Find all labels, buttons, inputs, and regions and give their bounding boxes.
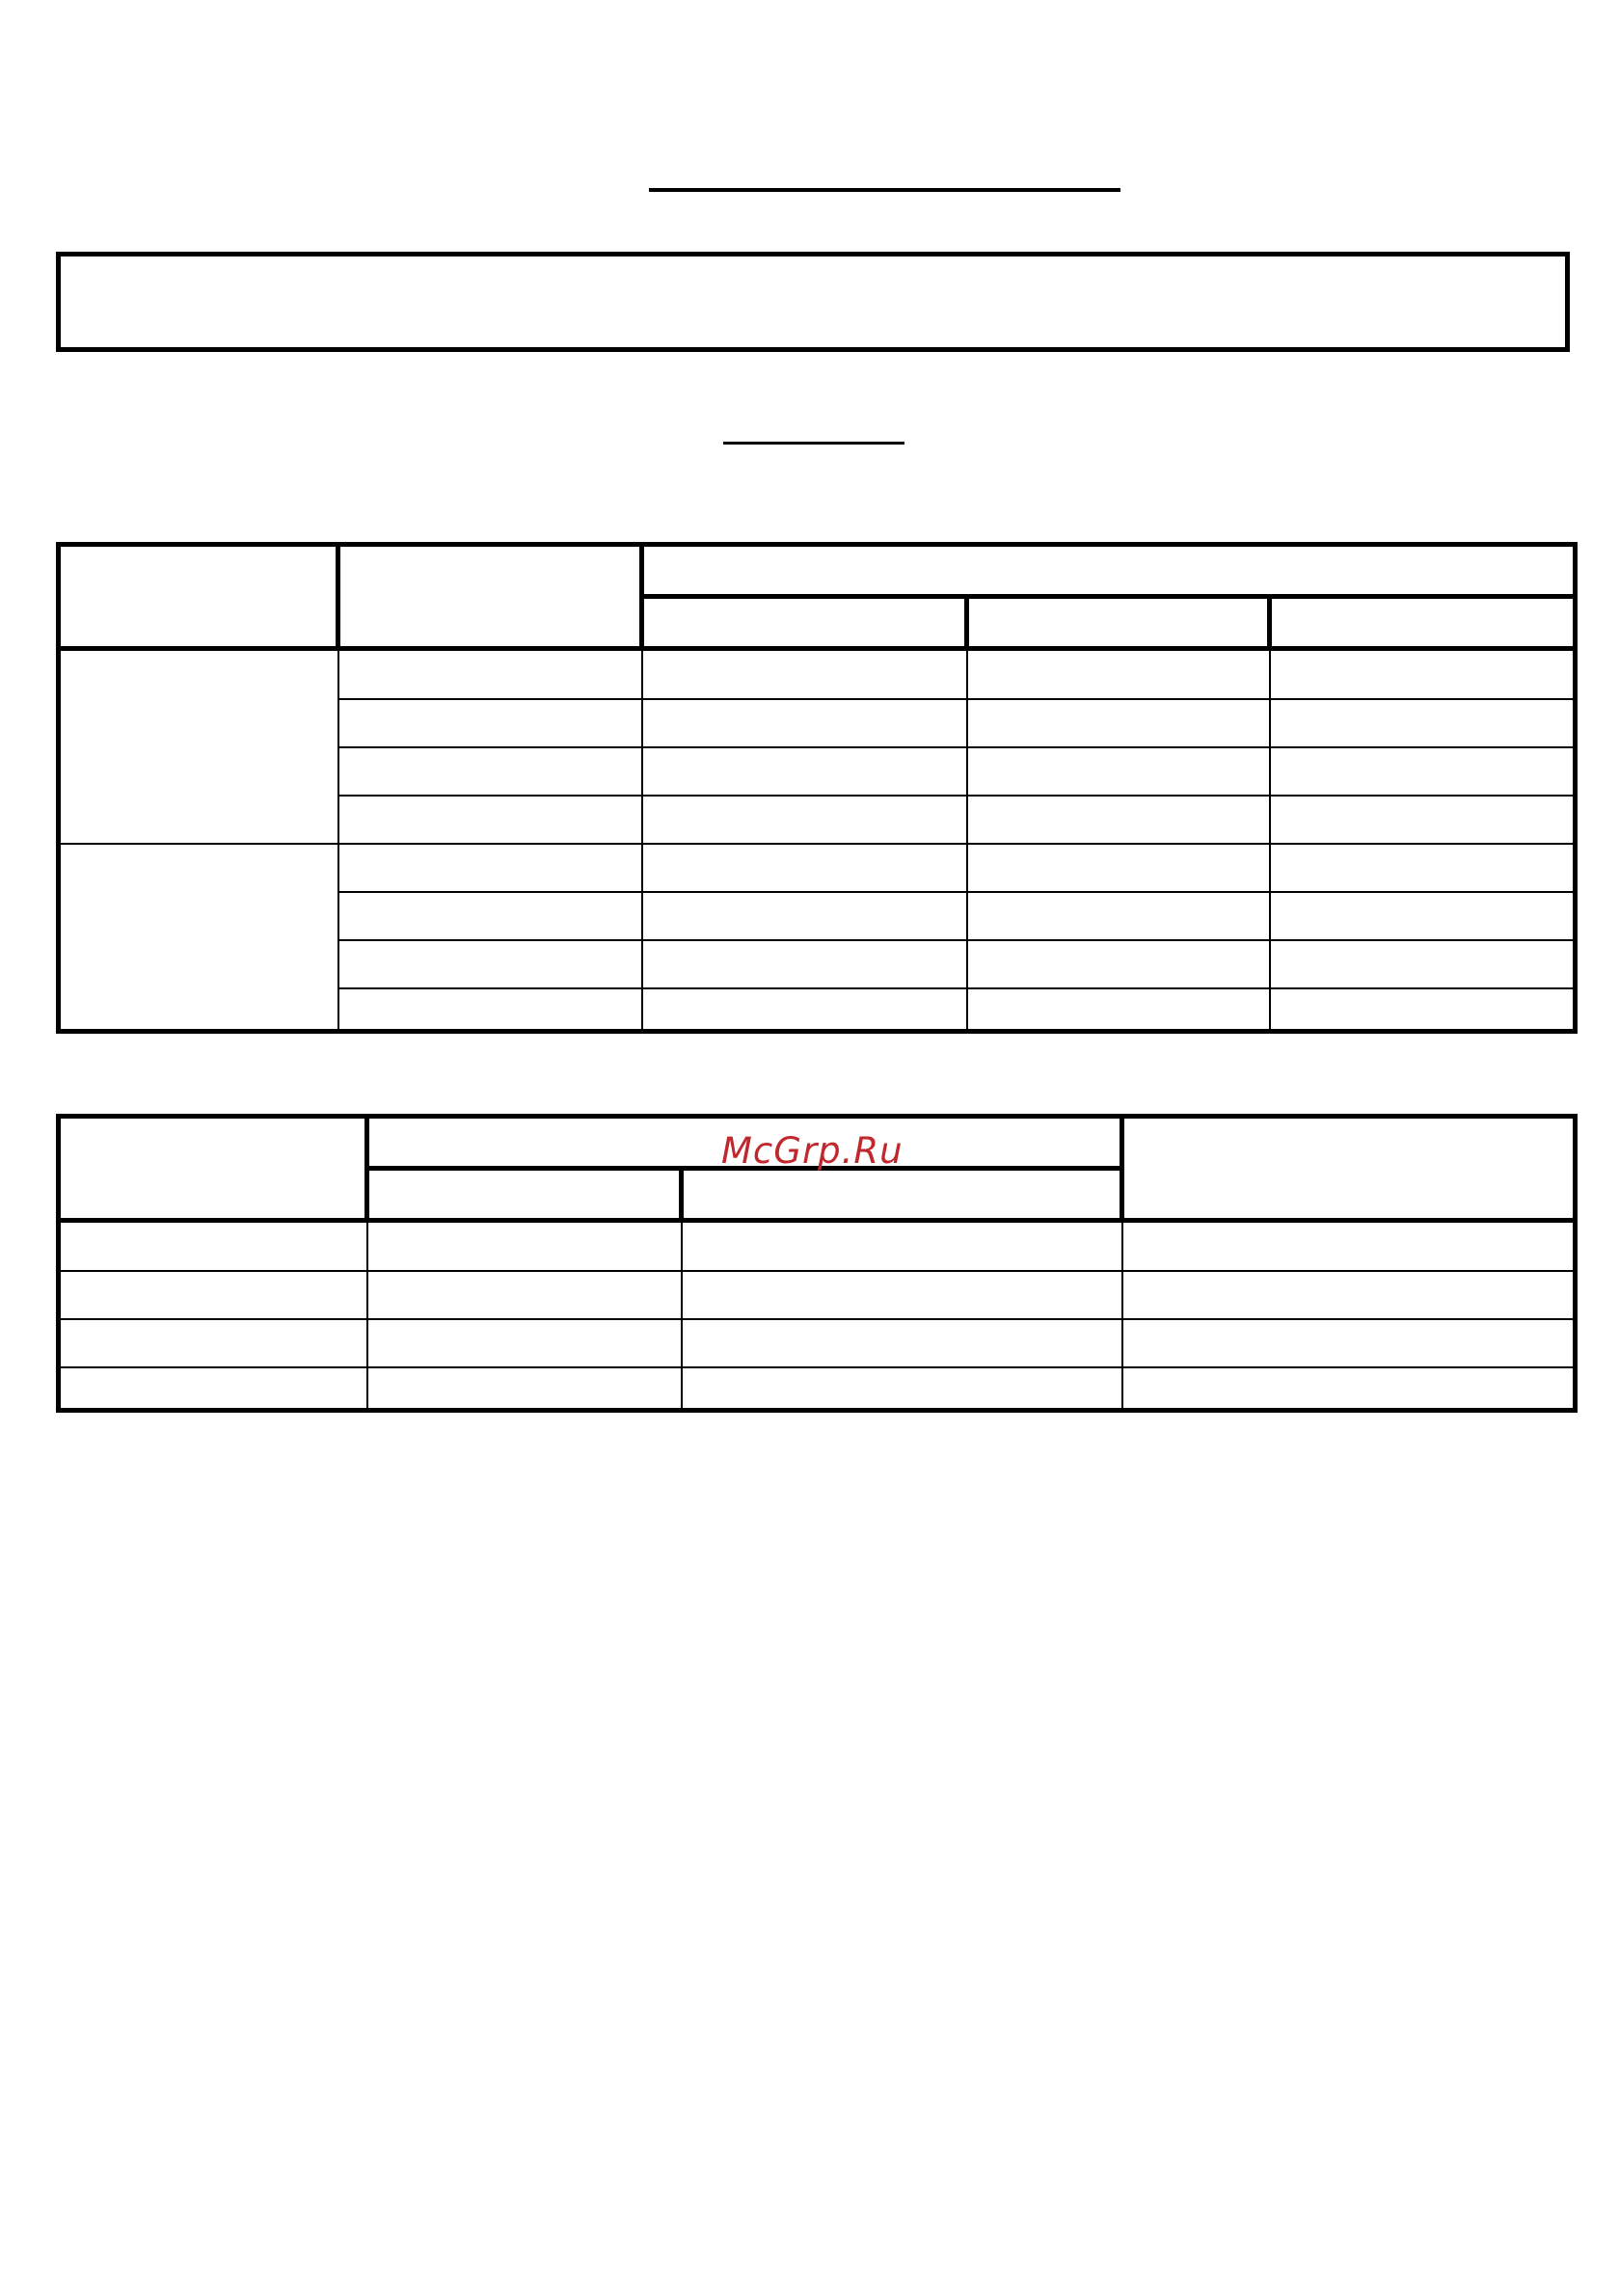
table-cell [967,988,1270,1031]
table-cell [642,649,967,699]
table-cell [1270,988,1576,1031]
table-cell [338,988,642,1031]
table-cell [1270,747,1576,796]
table-cell [338,940,642,988]
table-cell [1122,1367,1576,1410]
table1-subheader-3 [1270,597,1576,649]
table-row [59,649,1576,699]
table2-header-col1 [59,1117,367,1221]
table-cell [1270,796,1576,844]
table-cell [642,940,967,988]
table-cell [338,844,642,892]
table-cell [1270,649,1576,699]
subtitle-underline [723,442,904,445]
table-row [59,1319,1576,1367]
title-underline [649,188,1120,192]
table-cell [967,649,1270,699]
table-cell [338,892,642,940]
table-cell [1270,940,1576,988]
table-row [59,1271,1576,1319]
table-cell [338,747,642,796]
table-cell [1122,1319,1576,1367]
table-cell [367,1319,682,1367]
table-row [59,844,1576,892]
table1-header-col1 [59,545,338,649]
table-cell [967,892,1270,940]
data-table-1 [56,542,1578,1034]
table-cell [967,699,1270,747]
table-cell [967,747,1270,796]
table-cell [338,796,642,844]
table-cell [59,1367,367,1410]
table1-header-group [642,545,1576,597]
table-cell [1270,699,1576,747]
table-cell [367,1221,682,1271]
table-cell [338,649,642,699]
table-row [59,1221,1576,1271]
table-cell [1270,892,1576,940]
table-cell [642,988,967,1031]
table-cell [967,796,1270,844]
table-cell [642,796,967,844]
table-cell [338,699,642,747]
table1-header-col2 [338,545,642,649]
table-cell [642,892,967,940]
table1-subheader-1 [642,597,967,649]
table1-group-label [59,844,338,1031]
table-cell [682,1367,1122,1410]
table-cell [1122,1221,1576,1271]
table-cell [367,1271,682,1319]
table-cell [59,1271,367,1319]
watermark-text: McGrp.Ru [721,1130,904,1172]
table-cell [1270,844,1576,892]
table2-subheader-1 [367,1169,682,1221]
table-cell [1122,1271,1576,1319]
table-cell [967,844,1270,892]
table-cell [642,747,967,796]
table-cell [967,940,1270,988]
table2-subheader-2 [682,1169,1122,1221]
header-box [56,252,1570,352]
table-cell [682,1271,1122,1319]
table1-group-label [59,649,338,844]
table-cell [59,1221,367,1271]
table2-header-col4 [1122,1117,1576,1221]
table1-subheader-2 [967,597,1270,649]
table-row [59,1367,1576,1410]
table-cell [682,1319,1122,1367]
table-cell [642,844,967,892]
table-cell [682,1221,1122,1271]
table-cell [367,1367,682,1410]
table-cell [59,1319,367,1367]
table-cell [642,699,967,747]
